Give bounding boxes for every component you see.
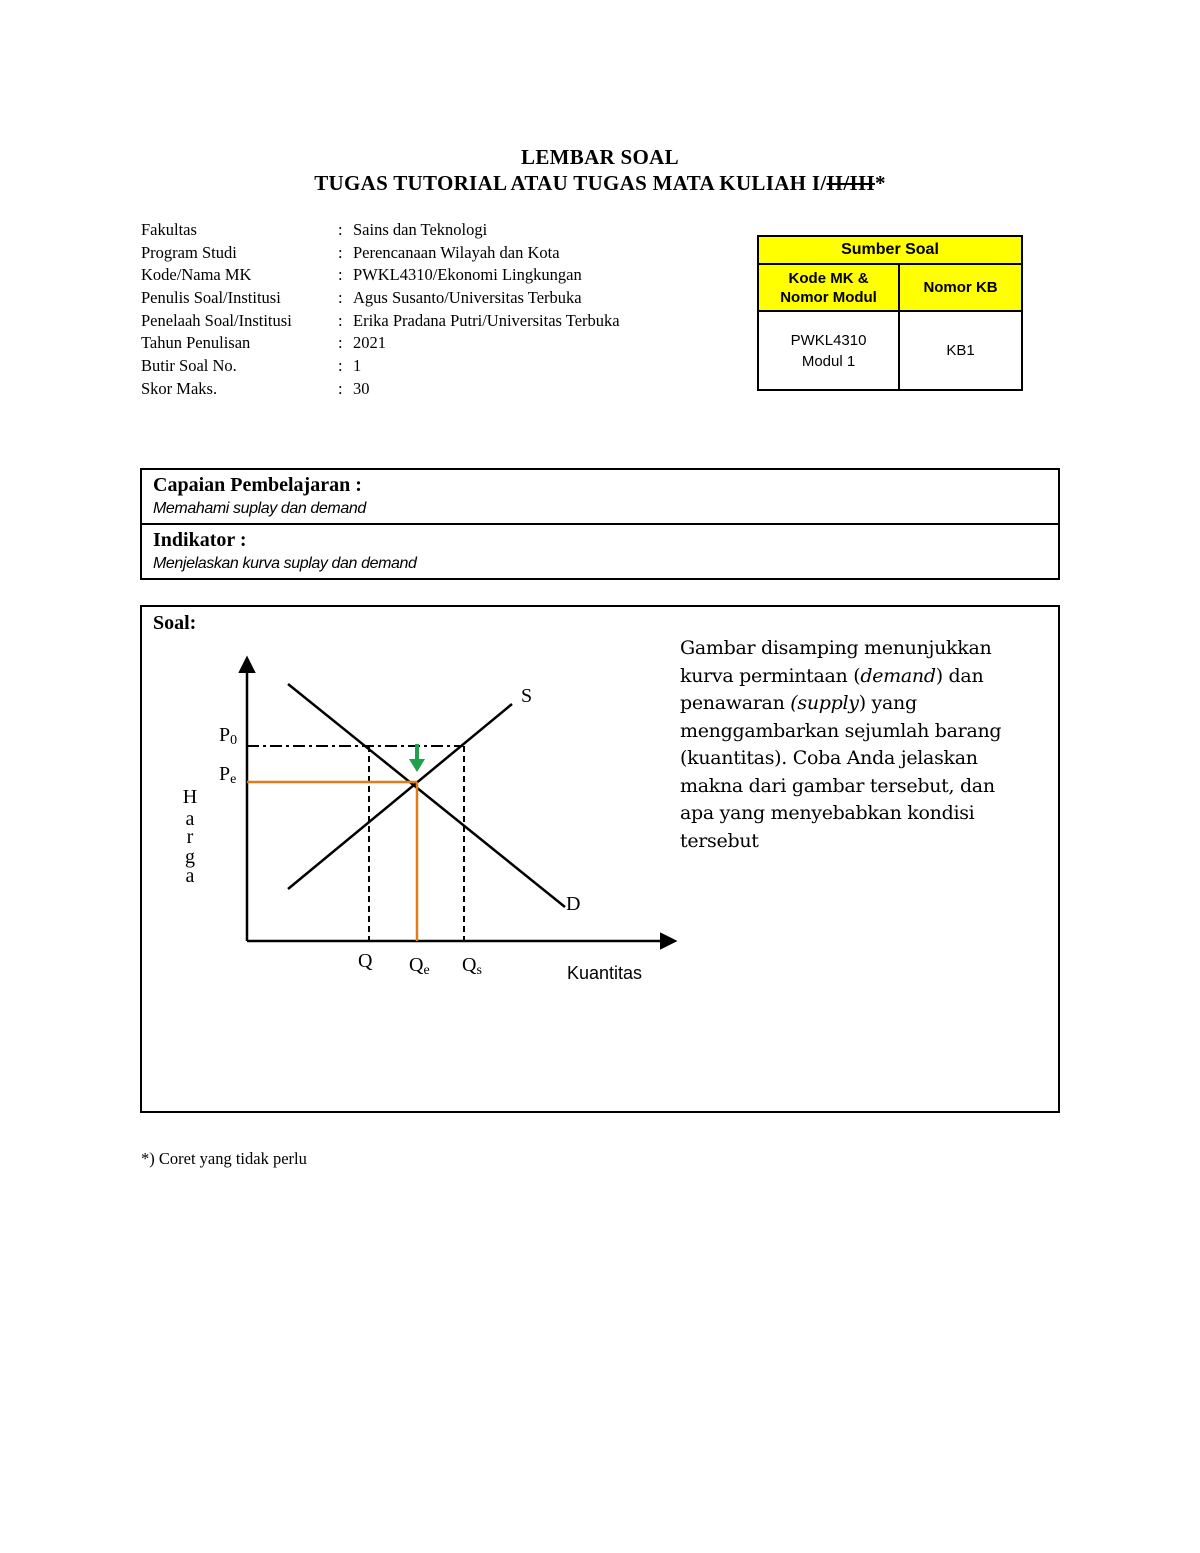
svg-text:r: r	[186, 826, 194, 848]
svg-text:H: H	[182, 786, 198, 808]
capaian-section	[142, 470, 1058, 523]
doc-title: LEMBAR SOAL	[521, 145, 679, 169]
svg-text:a: a	[185, 808, 195, 830]
kode-mk-header: Kode MK & Nomor Modul	[758, 264, 899, 311]
demand-curve	[288, 684, 565, 907]
subtitle-star: *	[874, 171, 886, 195]
x-axis-title: Kuantitas	[567, 963, 643, 983]
capaian-heading: Capaian Pembelajaran :	[153, 474, 362, 496]
sumber-soal-table	[757, 235, 1023, 391]
green-down-arrow	[409, 744, 425, 772]
x-tick-q: Q	[358, 950, 373, 972]
question-line: (kuantitas). Coba Anda jelaskan	[680, 747, 978, 769]
y-tick-p0: P0	[219, 724, 238, 748]
footnote: *) Coret yang tidak perlu	[141, 1149, 307, 1168]
question-line: kurva permintaan (demand) dan	[680, 664, 984, 687]
x-tick-qs: Qs	[462, 954, 482, 978]
question-line: makna dari gambar tersebut, dan	[680, 774, 995, 797]
y-tick-pe: Pe	[219, 763, 237, 787]
sumber-soal-title: Sumber Soal	[758, 236, 1022, 264]
subtitle-main: TUGAS TUTORIAL ATAU TUGAS MATA KULIAH	[314, 171, 812, 195]
soal-heading: Soal:	[153, 612, 197, 634]
nomor-kb-value: KB1	[899, 311, 1022, 390]
svg-text:a: a	[185, 865, 195, 887]
soal-box	[140, 605, 1060, 1113]
indikator-section	[142, 523, 1058, 578]
subtitle-option-struck: II/III	[826, 171, 875, 195]
supply-label: S	[521, 685, 533, 707]
doc-subtitle	[0, 171, 1200, 196]
nomor-kb-header: Nomor KB	[899, 264, 1022, 311]
question-line: tersebut	[680, 829, 759, 852]
question-line: penawaran (supply) yang	[680, 692, 917, 714]
soal-question-text	[680, 635, 1045, 855]
demand-label: D	[566, 893, 581, 915]
question-line: menggambarkan sejumlah barang	[680, 719, 1002, 742]
indikator-heading: Indikator :	[153, 529, 247, 551]
capaian-text: Memahami suplay dan demand	[153, 500, 366, 517]
y-axis-title	[183, 786, 197, 887]
question-line: Gambar disamping menunjukkan	[680, 637, 992, 659]
question-line: apa yang menyebabkan kondisi	[680, 802, 975, 824]
capaian-indikator-box	[140, 468, 1060, 580]
supply-curve	[288, 704, 512, 889]
svg-text:g: g	[185, 846, 195, 868]
x-tick-qe: Qe	[409, 954, 430, 978]
subtitle-option-i: I/	[811, 171, 827, 195]
kode-mk-value: PWKL4310 Modul 1	[758, 311, 899, 390]
indikator-text: Menjelaskan kurva suplay dan demand	[153, 555, 417, 572]
